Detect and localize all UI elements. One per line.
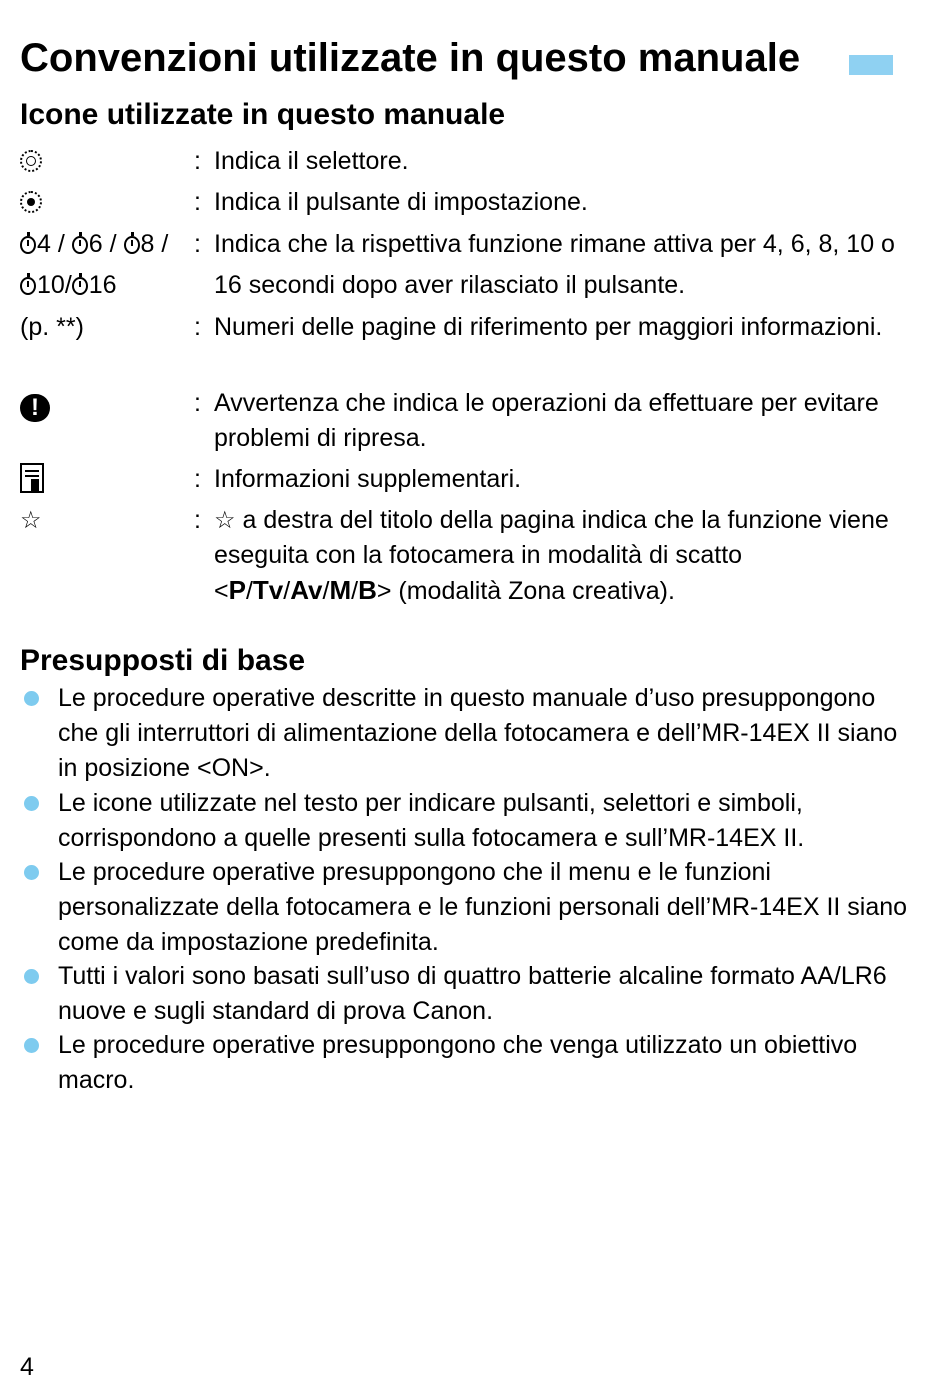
timer-value: 10: [37, 271, 65, 299]
caution-icon: !: [20, 394, 50, 422]
timer-icon: [124, 236, 140, 254]
list-item-text: Le procedure operative presuppongono che il menu e le funzioni personalizzate della fotocamera e le funzioni personali dell’MR-14EX II siano come da impostazione predefinita.: [58, 858, 908, 956]
page-reference-label: (p. **): [20, 313, 84, 341]
icon-description: Avvertenza che indica le operazioni da effettuare per evitare problemi di ripresa.: [214, 389, 879, 452]
timer-value: 6: [88, 230, 103, 258]
star-icon: ☆: [20, 507, 42, 534]
icon-description: Indica il pulsante di impostazione.: [214, 188, 588, 216]
mode-p: P: [228, 575, 246, 605]
star-icon: ☆: [214, 507, 236, 534]
timer-icons: 4 / 6 / 8 / 10/ 16: [20, 227, 192, 303]
icon-description: Informazioni supplementari.: [214, 465, 522, 493]
colon: :: [194, 230, 201, 258]
list-item-text: Le procedure operative descritte in questo manuale d’uso presuppongono che gli interruttori di alimentazione della fotocamera e dell’MR-14EX II siano in posizione: [58, 684, 898, 782]
mode-av: Av: [290, 575, 323, 605]
set-button-icon: [20, 191, 42, 213]
on-label: ON: [211, 754, 250, 782]
title-tab-marker: [849, 55, 893, 75]
icons-section-heading: Icone utilizzate in questo manuale: [20, 98, 506, 131]
timer-icon: [72, 236, 88, 254]
star-description-end: (modalità Zona creativa).: [398, 577, 675, 605]
page-number: 4: [20, 1353, 34, 1381]
timer-icon: [20, 277, 36, 295]
list-item-text: Le procedure operative presuppongono che venga utilizzato un obiettivo macro.: [58, 1031, 858, 1094]
timer-value: 4: [37, 230, 51, 258]
timer-icon: [72, 277, 88, 295]
bullet-icon: [24, 796, 39, 811]
timer-icon: [20, 236, 36, 254]
list-item-text: Tutti i valori sono basati sull’uso di quattro batterie alcaline formato AA/LR6 nuove e sugli standard di prova Canon.: [58, 962, 887, 1025]
dial-icon: [20, 150, 42, 172]
icon-description: Indica il selettore.: [214, 147, 409, 175]
bullet-icon: [24, 865, 39, 880]
memo-icon: [20, 463, 44, 493]
mode-b: B: [358, 575, 377, 605]
colon: :: [194, 188, 201, 216]
list-item-text: Le icone utilizzate nel testo per indicare pulsanti, selettori e simboli, corrispondono a quelle presenti sulla fotocamera e sull’MR-14EX II.: [58, 789, 805, 852]
list-item-text-end: .: [263, 754, 271, 782]
colon: :: [194, 465, 201, 493]
page-title: Convenzioni utilizzate in questo manuale: [20, 36, 801, 80]
star-description: a destra del titolo della pagina indica che la funzione viene eseguita con la fotocamera in modalità di scatto: [214, 506, 889, 569]
basics-section-heading: Presupposti di base: [20, 644, 306, 677]
colon: :: [194, 389, 201, 417]
bullet-icon: [24, 691, 39, 706]
colon: :: [194, 506, 201, 534]
timer-value: 16: [88, 271, 117, 299]
icon-description: ☆ a destra del titolo della pagina indica che la funzione viene eseguita con la fotocamera in modalità di scatto <P/Tv/Av/M/B> (modalità Zona creativa).: [214, 506, 889, 605]
colon: :: [194, 147, 201, 175]
mode-m: M: [329, 575, 352, 605]
mode-tv: Tv: [252, 575, 284, 605]
timer-value: 8: [140, 230, 155, 258]
icon-description: Indica che la rispettiva funzione rimane attiva per 4, 6, 8, 10 o 16 secondi dopo aver rilasciato il pulsante.: [214, 230, 895, 299]
icon-description: Numeri delle pagine di riferimento per maggiori informazioni.: [214, 313, 883, 341]
bullet-icon: [24, 969, 39, 984]
colon: :: [194, 313, 201, 341]
bullet-icon: [24, 1038, 39, 1053]
